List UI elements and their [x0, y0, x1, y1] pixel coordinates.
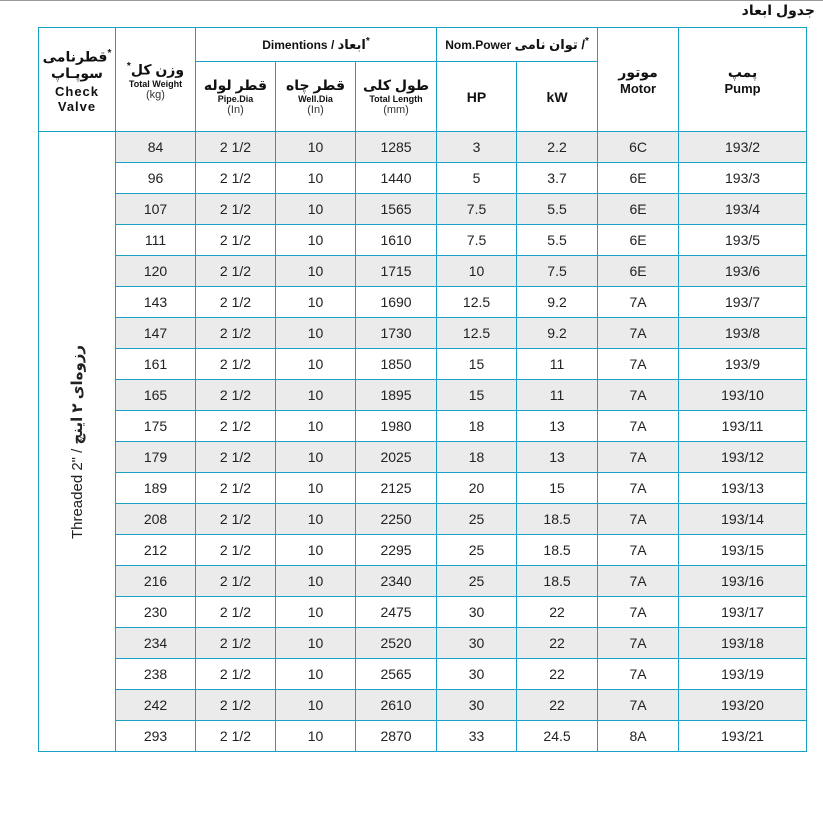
cell-motor: 7A: [598, 349, 679, 380]
cell-total-length: 1980: [356, 411, 437, 442]
cell-kw: 15: [517, 473, 598, 504]
cell-well-dia: 10: [276, 721, 356, 752]
cell-total-length: 2520: [356, 628, 437, 659]
cell-pump: 193/20: [679, 690, 807, 721]
cell-weight: 293: [116, 721, 196, 752]
total-length-label-fa: طول کلی: [363, 77, 430, 93]
cell-pipe-dia: 2 1/2: [196, 225, 276, 256]
power-label-en: Nom.Power: [445, 38, 512, 52]
cell-weight: 161: [116, 349, 196, 380]
cell-kw: 24.5: [517, 721, 598, 752]
table-row: [39, 318, 807, 349]
cell-well-dia: 10: [276, 380, 356, 411]
cell-total-length: 1440: [356, 163, 437, 194]
table-row: [39, 721, 807, 752]
cell-pipe-dia: 2 1/2: [196, 504, 276, 535]
table-row: [39, 566, 807, 597]
cell-total-length: 1715: [356, 256, 437, 287]
table-row: [39, 473, 807, 504]
cell-motor: 8A: [598, 721, 679, 752]
cell-pump: 193/16: [679, 566, 807, 597]
pump-label-fa: پمپ: [727, 63, 758, 80]
cell-pipe-dia: 2 1/2: [196, 721, 276, 752]
cell-pump: 193/11: [679, 411, 807, 442]
cell-kw: 22: [517, 597, 598, 628]
asterisk: *: [107, 47, 112, 59]
check-valve-label-fa: قطرنامی سوپـاپ: [42, 48, 108, 82]
cell-hp: 7.5: [437, 194, 517, 225]
cell-pipe-dia: 2 1/2: [196, 380, 276, 411]
cell-total-length: 2125: [356, 473, 437, 504]
table-body: [39, 132, 807, 752]
header-power-group: [437, 28, 598, 62]
cell-motor: 6C: [598, 132, 679, 163]
cell-hp: 12.5: [437, 287, 517, 318]
total-weight-unit: (kg): [146, 88, 165, 101]
cell-pump: 193/19: [679, 659, 807, 690]
cell-total-length: 2250: [356, 504, 437, 535]
cell-pump: 193/6: [679, 256, 807, 287]
cell-pipe-dia: 2 1/2: [196, 473, 276, 504]
cell-pipe-dia: 2 1/2: [196, 535, 276, 566]
power-label-fa: توان نامی /: [514, 37, 585, 52]
cell-weight: 238: [116, 659, 196, 690]
cell-well-dia: 10: [276, 163, 356, 194]
cell-hp: 25: [437, 566, 517, 597]
table-row: [39, 535, 807, 566]
table-row: [39, 442, 807, 473]
cell-pump: 193/4: [679, 194, 807, 225]
cell-motor: 7A: [598, 411, 679, 442]
cell-motor: 7A: [598, 442, 679, 473]
dimensions-label-en: Dimentions /: [262, 38, 335, 52]
cell-motor: 7A: [598, 504, 679, 535]
header-kw: kW: [517, 62, 598, 132]
cell-total-length: 2025: [356, 442, 437, 473]
page-title: جدول ابعاد: [741, 2, 815, 18]
cell-motor: 6E: [598, 256, 679, 287]
pipe-dia-label-en: Pipe.Dia: [217, 94, 254, 104]
cell-weight: 208: [116, 504, 196, 535]
cell-kw: 13: [517, 442, 598, 473]
cell-pump: 193/2: [679, 132, 807, 163]
cell-hp: 12.5: [437, 318, 517, 349]
cell-well-dia: 10: [276, 473, 356, 504]
header-dimensions-group: [196, 28, 437, 62]
table-row: [39, 287, 807, 318]
cell-pipe-dia: 2 1/2: [196, 690, 276, 721]
cell-hp: 15: [437, 349, 517, 380]
cell-pipe-dia: 2 1/2: [196, 318, 276, 349]
pump-label-en: Pump: [724, 80, 761, 96]
cell-pump: 193/3: [679, 163, 807, 194]
cell-kw: 9.2: [517, 287, 598, 318]
cell-pump: 193/13: [679, 473, 807, 504]
cell-weight: 179: [116, 442, 196, 473]
cell-total-length: 1565: [356, 194, 437, 225]
cell-well-dia: 10: [276, 566, 356, 597]
asterisk: *: [584, 36, 589, 47]
cell-hp: 5: [437, 163, 517, 194]
cell-weight: 189: [116, 473, 196, 504]
pipe-dia-unit: (In): [227, 104, 244, 116]
table-row: [39, 256, 807, 287]
well-dia-label-en: Well.Dia: [298, 94, 333, 104]
well-dia-unit: (In): [307, 104, 324, 116]
cell-weight: 96: [116, 163, 196, 194]
cell-pump: 193/14: [679, 504, 807, 535]
cell-motor: 7A: [598, 690, 679, 721]
cell-weight: 107: [116, 194, 196, 225]
check-valve-label-en: Check Valve: [54, 84, 100, 115]
cell-kw: 11: [517, 380, 598, 411]
header-row-top: [39, 28, 807, 62]
cell-kw: 18.5: [517, 566, 598, 597]
cell-kw: 13: [517, 411, 598, 442]
cell-well-dia: 10: [276, 349, 356, 380]
table-row: [39, 597, 807, 628]
table-row: [39, 163, 807, 194]
cell-hp: 3: [437, 132, 517, 163]
cell-weight: 242: [116, 690, 196, 721]
cell-hp: 18: [437, 442, 517, 473]
cell-pipe-dia: 2 1/2: [196, 132, 276, 163]
cell-hp: 20: [437, 473, 517, 504]
table-row: [39, 690, 807, 721]
header-motor: [598, 28, 679, 132]
cell-kw: 18.5: [517, 535, 598, 566]
cell-motor: 7A: [598, 287, 679, 318]
cell-well-dia: 10: [276, 318, 356, 349]
header-hp: HP: [437, 62, 517, 132]
cell-motor: 7A: [598, 628, 679, 659]
well-dia-label-fa: قطر چاه: [285, 77, 345, 93]
cell-kw: 22: [517, 659, 598, 690]
cell-motor: 6E: [598, 163, 679, 194]
cell-well-dia: 10: [276, 442, 356, 473]
cell-kw: 11: [517, 349, 598, 380]
cell-pipe-dia: 2 1/2: [196, 256, 276, 287]
cell-well-dia: 10: [276, 535, 356, 566]
cell-pipe-dia: 2 1/2: [196, 597, 276, 628]
cell-hp: 25: [437, 535, 517, 566]
cell-weight: 111: [116, 225, 196, 256]
cell-well-dia: 10: [276, 504, 356, 535]
header-total-length: [356, 62, 437, 132]
cell-pump: 193/5: [679, 225, 807, 256]
cell-pipe-dia: 2 1/2: [196, 163, 276, 194]
dimensions-label-fa: ابعاد: [337, 37, 366, 52]
check-valve-value-fa: رزوه‌ای ۲ اینچ: [69, 344, 86, 444]
cell-hp: 18: [437, 411, 517, 442]
cell-weight: 212: [116, 535, 196, 566]
cell-total-length: 1895: [356, 380, 437, 411]
table-row: [39, 411, 807, 442]
cell-well-dia: 10: [276, 225, 356, 256]
cell-weight: 230: [116, 597, 196, 628]
cell-kw: 2.2: [517, 132, 598, 163]
motor-label-en: Motor: [619, 80, 657, 96]
cell-pump: 193/21: [679, 721, 807, 752]
cell-total-length: 1730: [356, 318, 437, 349]
cell-pipe-dia: 2 1/2: [196, 659, 276, 690]
cell-kw: 5.5: [517, 194, 598, 225]
cell-pipe-dia: 2 1/2: [196, 566, 276, 597]
cell-well-dia: 10: [276, 287, 356, 318]
cell-weight: 120: [116, 256, 196, 287]
cell-well-dia: 10: [276, 628, 356, 659]
cell-pipe-dia: 2 1/2: [196, 411, 276, 442]
total-length-label-en: Total Length: [369, 94, 423, 104]
cell-kw: 22: [517, 690, 598, 721]
table-row: [39, 225, 807, 256]
header-check-valve: [39, 28, 116, 132]
cell-pump: 193/18: [679, 628, 807, 659]
asterisk: *: [126, 61, 131, 73]
cell-kw: 7.5: [517, 256, 598, 287]
cell-well-dia: 10: [276, 411, 356, 442]
cell-kw: 22: [517, 628, 598, 659]
cell-weight: 143: [116, 287, 196, 318]
table-row: [39, 194, 807, 225]
cell-hp: 7.5: [437, 225, 517, 256]
cell-well-dia: 10: [276, 659, 356, 690]
cell-pump: 193/7: [679, 287, 807, 318]
cell-motor: 7A: [598, 659, 679, 690]
cell-kw: 5.5: [517, 225, 598, 256]
cell-weight: 216: [116, 566, 196, 597]
cell-kw: 18.5: [517, 504, 598, 535]
cell-pump: 193/8: [679, 318, 807, 349]
cell-pump: 193/17: [679, 597, 807, 628]
cell-well-dia: 10: [276, 132, 356, 163]
cell-total-length: 1690: [356, 287, 437, 318]
pipe-dia-label-fa: قطر لوله: [203, 77, 268, 93]
cell-pump: 193/10: [679, 380, 807, 411]
cell-hp: 10: [437, 256, 517, 287]
table-row: [39, 659, 807, 690]
cell-pipe-dia: 2 1/2: [196, 442, 276, 473]
total-weight-label-fa: وزن کل: [130, 61, 185, 78]
cell-total-length: 1850: [356, 349, 437, 380]
cell-kw: 9.2: [517, 318, 598, 349]
cell-motor: 7A: [598, 535, 679, 566]
cell-total-length: 2565: [356, 659, 437, 690]
cell-hp: 15: [437, 380, 517, 411]
cell-kw: 3.7: [517, 163, 598, 194]
cell-pipe-dia: 2 1/2: [196, 628, 276, 659]
cell-motor: 6E: [598, 194, 679, 225]
cell-well-dia: 10: [276, 194, 356, 225]
cell-pump: 193/15: [679, 535, 807, 566]
dimensions-table: [38, 27, 807, 752]
cell-motor: 7A: [598, 566, 679, 597]
cell-hp: 33: [437, 721, 517, 752]
total-length-unit: (mm): [383, 104, 409, 116]
check-valve-value-en: Threaded 2" /: [69, 448, 86, 539]
cell-well-dia: 10: [276, 690, 356, 721]
cell-hp: 30: [437, 690, 517, 721]
cell-hp: 25: [437, 504, 517, 535]
cell-weight: 165: [116, 380, 196, 411]
cell-pipe-dia: 2 1/2: [196, 349, 276, 380]
cell-pump: 193/9: [679, 349, 807, 380]
table-row: [39, 380, 807, 411]
cell-well-dia: 10: [276, 256, 356, 287]
check-valve-cell: [39, 132, 116, 752]
cell-weight: 147: [116, 318, 196, 349]
cell-weight: 84: [116, 132, 196, 163]
cell-motor: 7A: [598, 597, 679, 628]
table-row: [39, 349, 807, 380]
asterisk: *: [365, 36, 370, 47]
header-well-dia: [276, 62, 356, 132]
cell-total-length: 2870: [356, 721, 437, 752]
header-pipe-dia: [196, 62, 276, 132]
table-row: [39, 132, 807, 163]
cell-motor: 7A: [598, 318, 679, 349]
table-row: [39, 504, 807, 535]
motor-label-fa: موتور: [618, 63, 658, 80]
cell-motor: 7A: [598, 473, 679, 504]
cell-hp: 30: [437, 597, 517, 628]
cell-total-length: 1285: [356, 132, 437, 163]
cell-motor: 7A: [598, 380, 679, 411]
cell-total-length: 2295: [356, 535, 437, 566]
cell-weight: 175: [116, 411, 196, 442]
cell-weight: 234: [116, 628, 196, 659]
top-rule: [0, 0, 823, 1]
cell-total-length: 2340: [356, 566, 437, 597]
cell-motor: 6E: [598, 225, 679, 256]
header-pump: [679, 28, 807, 132]
cell-total-length: 1610: [356, 225, 437, 256]
cell-total-length: 2475: [356, 597, 437, 628]
cell-pump: 193/12: [679, 442, 807, 473]
cell-hp: 30: [437, 659, 517, 690]
cell-hp: 30: [437, 628, 517, 659]
header-total-weight: [116, 28, 196, 132]
cell-pipe-dia: 2 1/2: [196, 287, 276, 318]
table-row: [39, 628, 807, 659]
cell-well-dia: 10: [276, 597, 356, 628]
cell-total-length: 2610: [356, 690, 437, 721]
total-weight-label-en: Total Weight: [128, 78, 183, 89]
cell-pipe-dia: 2 1/2: [196, 194, 276, 225]
